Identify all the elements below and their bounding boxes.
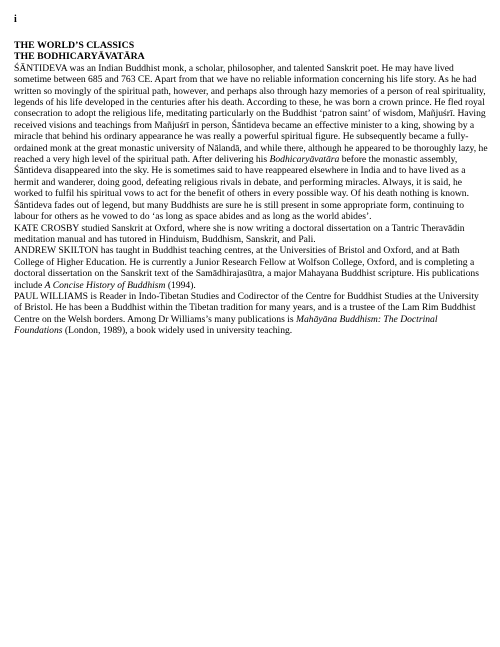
santideva-bio-rest: before the monastic assembly, Śāntideva disappeared into the sky. He is sometimes said to have reappeared elsewhere in India and to have lived as a hermit and wanderer, doing good, defeating religious rivals in debate, and performing miracles. Always, it is said, he worked to fulfil his spiritual vows to act for the benefit of others in every possible way. Of his death nothing is known. Śāntideva fades out of legend, but many Buddhists are sure he is still present in some appropriate form, continuing to labour for others as he vowed to do ‘as long as space abides and as long as the world abides’. <box>14 154 469 223</box>
series-title: THE WORLD’S CLASSICS <box>14 40 135 51</box>
williams-bio <box>14 291 488 337</box>
skilton-bio-text: ANDREW SKILTON has taught in Buddhist teaching centres, at the Universities of Bristol and Oxford, and at Bath College of Higher Education. He is currently a Junior Research Fellow at Wolfson College, Oxford, and is completing a doctoral dissertation on the Sanskrit text of the Samādhirajasūtra, a major Mahayana Buddhist scripture. His publications include <box>14 245 479 291</box>
santideva-bio <box>14 63 488 223</box>
page-number: i <box>14 14 17 25</box>
crosby-bio: KATE CROSBY studied Sanskrit at Oxford, where she is now writing a doctoral dissertation on a Tantric Theravādin meditation manual and has tutored in Hinduism, Buddhism, Sanskrit, and Pali. <box>14 222 465 245</box>
skilton-bio-italic: A Concise History of Buddhism <box>44 279 166 291</box>
williams-bio-italic: Mahāyāna Buddhism: The Doctrinal Foundations <box>14 313 438 337</box>
santideva-bio-text: ŚĀNTIDEVA was an Indian Buddhist monk, a scholar, philosopher, and talented Sanskrit poet. He may have lived sometime between 685 and 763 CE. Apart from that we have no reliable information concerning his life story. As he had written so movingly of the spiritual path, however, and perhaps also through hazy memories of a person of real spirituality, legends of his life developed in the centuries after his death. According to these, he was born a crown prince. He fled royal consecration to adopt the religious life, meditating particularly on the Buddhist ‘patron saint’ of wisdom, Mañjuśrī. Having received visions and teachings from Mañjuśrī in person, Śāntideva became an effective minister to a king, showing by a miracle that behind his ordinary appearance he was really a powerful spiritual figure. He subsequently became a fully-ordained monk at the great monastic university of Nālandā, and while there, although he appeared to be thoroughly lazy, he reached a very high level of the spiritual path. After delivering his <box>14 62 488 166</box>
book-title: THE BODHICARYĀVATĀRA <box>14 51 145 63</box>
skilton-bio <box>14 245 488 291</box>
skilton-bio-rest: (1994). <box>165 279 196 291</box>
williams-bio-text: PAUL WILLIAMS is Reader in Indo-Tibetan Studies and Codirector of the Centre for Buddhist Studies at the University of Bristol. He has been a Buddhist within the Tibetan tradition for many years, and is a trustee of the Lam Rim Buddhist Centre on the Welsh borders. Among Dr Williams’s many publications is <box>14 290 479 325</box>
williams-bio-rest: (London, 1989), a book widely used in university teaching. <box>62 325 293 337</box>
page <box>14 14 488 337</box>
santideva-bio-italic: Bodhicaryāvatāra <box>269 154 340 166</box>
